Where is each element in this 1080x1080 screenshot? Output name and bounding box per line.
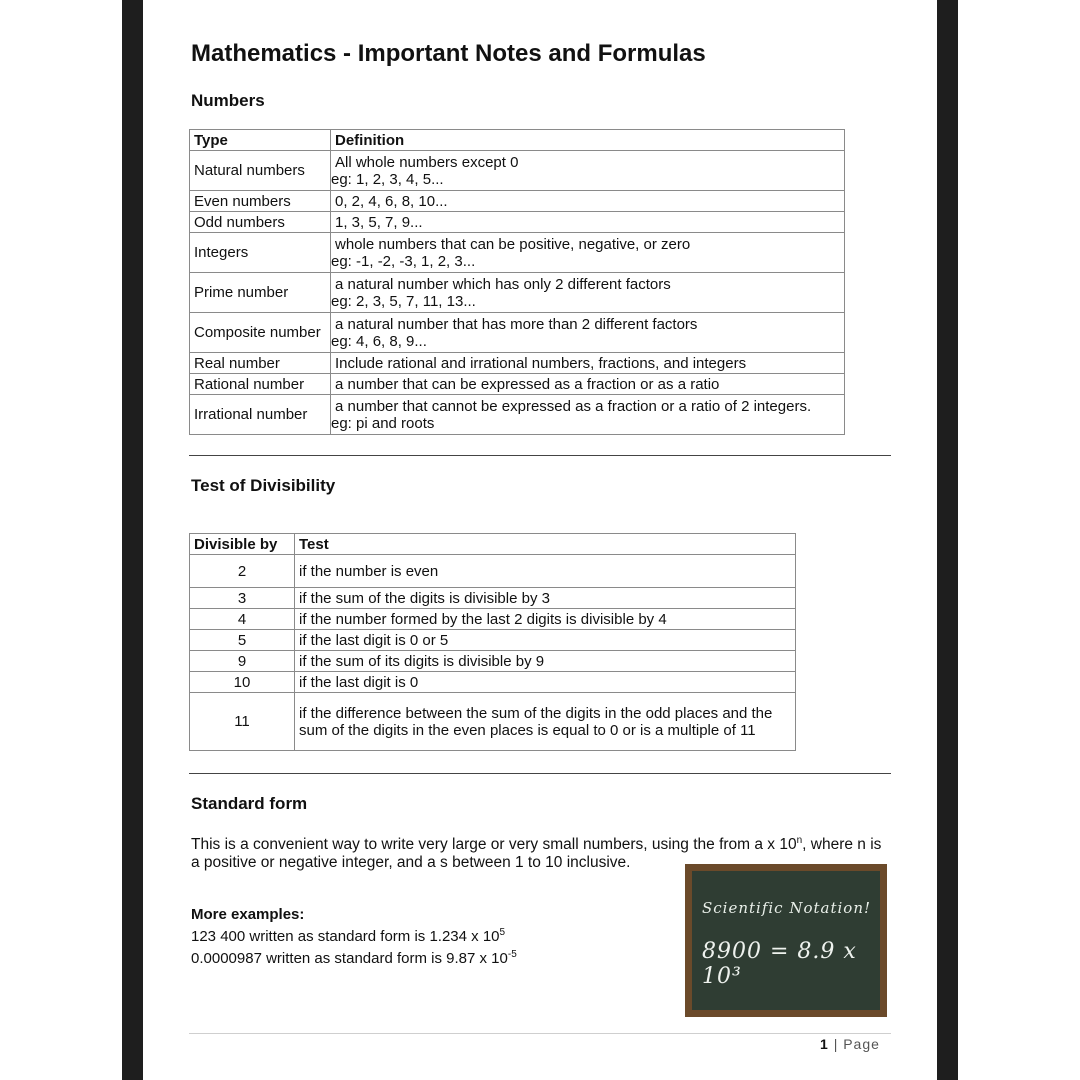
definition-line: a natural number that has more than 2 different factors	[335, 315, 698, 333]
header-test: Test	[295, 534, 796, 555]
example-line	[191, 924, 517, 946]
divisibility-header-row	[190, 534, 796, 555]
definition-cell	[331, 313, 845, 353]
divisor-cell: 5	[190, 630, 295, 651]
examples-block	[191, 906, 517, 968]
chalkboard-caption: Scientific Notation!	[702, 899, 872, 917]
definition-example: eg: 1, 2, 3, 4, 5...	[331, 170, 444, 188]
chalkboard-surface	[692, 871, 880, 1010]
table-row	[190, 555, 796, 588]
table-row	[190, 212, 845, 233]
table-row	[190, 191, 845, 212]
type-cell: Odd numbers	[190, 212, 331, 233]
type-cell: Prime number	[190, 273, 331, 313]
test-cell: if the number formed by the last 2 digits is divisible by 4	[295, 609, 796, 630]
chalkboard-image	[685, 864, 887, 1017]
example-text: 0.0000987 written as standard form is 9.87 x 10	[191, 950, 508, 967]
example-exponent: 5	[499, 927, 506, 938]
table-row	[190, 151, 845, 191]
section-divider	[189, 773, 891, 774]
divisor-cell: 9	[190, 651, 295, 672]
table-row	[190, 233, 845, 273]
standard-form-heading: Standard form	[191, 794, 308, 813]
test-cell: if the last digit is 0 or 5	[295, 630, 796, 651]
example-line	[191, 946, 517, 968]
type-cell: Rational number	[190, 374, 331, 395]
definition-cell	[331, 233, 845, 273]
type-cell: Real number	[190, 353, 331, 374]
table-row	[190, 609, 796, 630]
header-divisible-by: Divisible by	[190, 534, 295, 555]
example-exponent: -5	[507, 949, 517, 960]
type-cell: Integers	[190, 233, 331, 273]
divisor-cell: 2	[190, 555, 295, 588]
divisibility-heading: Test of Divisibility	[191, 476, 336, 495]
definition-cell: Include rational and irrational numbers, fractions, and integers	[331, 353, 845, 374]
definition-cell: 0, 2, 4, 6, 8, 10...	[331, 191, 845, 212]
table-row	[190, 630, 796, 651]
type-cell: Irrational number	[190, 395, 331, 435]
definition-line: All whole numbers except 0	[335, 153, 519, 171]
intro-exponent: n	[796, 835, 803, 846]
divisor-cell: 10	[190, 672, 295, 693]
test-cell: if the sum of the digits is divisible by 3	[295, 588, 796, 609]
divisor-cell: 3	[190, 588, 295, 609]
page-title: Mathematics - Important Notes and Formulas	[191, 40, 706, 67]
page-number	[820, 1036, 880, 1052]
table-row	[190, 588, 796, 609]
numbers-table	[189, 129, 845, 435]
table-row	[190, 651, 796, 672]
definition-example: eg: 4, 6, 8, 9...	[331, 332, 427, 350]
definition-cell: a number that can be expressed as a fraction or as a ratio	[331, 374, 845, 395]
test-cell: if the last digit is 0	[295, 672, 796, 693]
type-cell: Even numbers	[190, 191, 331, 212]
example-text: 123 400 written as standard form is 1.234 x 10	[191, 928, 500, 945]
definition-cell	[331, 273, 845, 313]
definition-line: a natural number which has only 2 different factors	[335, 275, 671, 293]
definition-example: eg: 2, 3, 5, 7, 11, 13...	[331, 292, 476, 310]
right-dark-border	[937, 0, 958, 1080]
definition-example: eg: -1, -2, -3, 1, 2, 3...	[331, 252, 476, 270]
footer-divider	[189, 1033, 891, 1034]
examples-heading: More examples:	[191, 906, 305, 923]
test-cell: if the sum of its digits is divisible by 9	[295, 651, 796, 672]
header-type: Type	[190, 130, 331, 151]
header-definition: Definition	[331, 130, 845, 151]
left-dark-border	[122, 0, 143, 1080]
type-cell: Natural numbers	[190, 151, 331, 191]
section-divider	[189, 455, 891, 456]
test-cell: if the number is even	[295, 555, 796, 588]
numbers-heading: Numbers	[191, 91, 265, 110]
definition-cell	[331, 395, 845, 435]
table-row	[190, 313, 845, 353]
definition-line: whole numbers that can be positive, negative, or zero	[335, 235, 691, 253]
definition-example: eg: pi and roots	[331, 414, 435, 432]
page-label: | Page	[833, 1036, 880, 1052]
definition-cell	[331, 151, 845, 191]
table-row	[190, 273, 845, 313]
divisor-cell: 11	[190, 693, 295, 751]
type-cell: Composite number	[190, 313, 331, 353]
divisibility-table	[189, 533, 796, 751]
chalkboard-equation: 8900 = 8.9 x 10³	[702, 939, 857, 989]
intro-text: This is a convenient way to write very large or very small numbers, using the from a x 10	[191, 836, 797, 854]
definition-cell: 1, 3, 5, 7, 9...	[331, 212, 845, 233]
page-number-value: 1	[820, 1036, 829, 1052]
table-row	[190, 374, 845, 395]
table-row	[190, 693, 796, 751]
table-row	[190, 395, 845, 435]
definition-line: a number that cannot be expressed as a fraction or a ratio of 2 integers.	[335, 397, 812, 415]
table-row	[190, 353, 845, 374]
test-cell: if the difference between the sum of the digits in the odd places and the sum of the digits in the even places is equal to 0 or is a multiple of 11	[295, 693, 796, 751]
numbers-header-row	[190, 130, 845, 151]
divisor-cell: 4	[190, 609, 295, 630]
table-row	[190, 672, 796, 693]
intro-text-cont: , where n is a positive or negative integer, and a s between 1 to 10 inclusive.	[191, 836, 882, 872]
